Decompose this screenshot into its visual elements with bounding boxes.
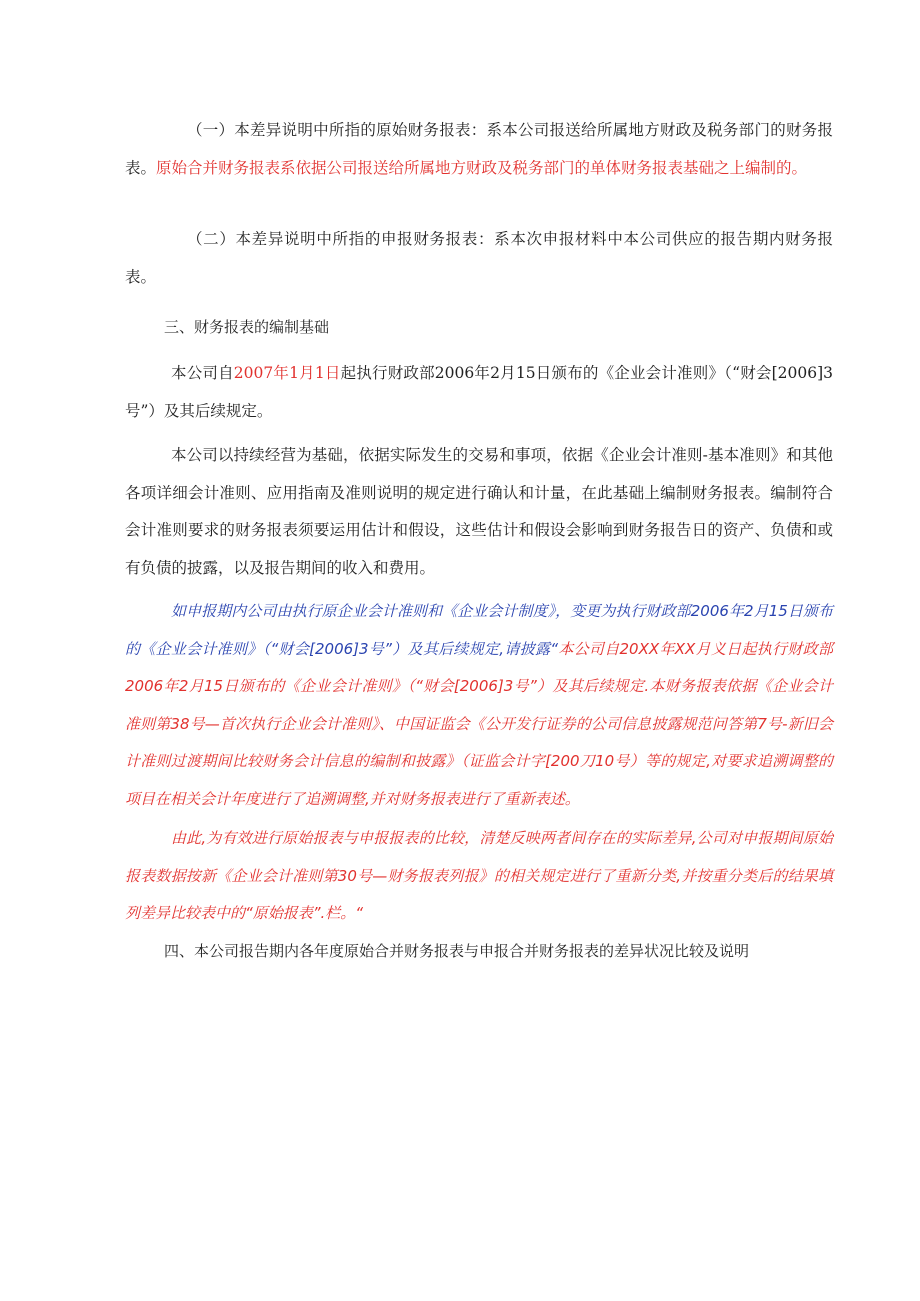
disclosure-template-text: 本公司自20XX年XX月义日起执行财政部2006年2月15日颁布的《企业会计准则》（“财会[2006]3号”）及其后续规定.本财务报表依据《企业会计准则第38号—首次执行企业会计准则》、中国证监会《公开发行证券的公司信息披露规范问答第7号-新旧会计准则过渡期间比较财务会计信息的编制和披露》（证监会计字[200刀10号）等的规定,对要求追溯调整的项目在相关会计年度进行了追溯调整,并对财务报表进行了重新表述。 [125,639,833,808]
standards-suffix: 起执行财政部2006年2月15日颁布的《企业会计准则》（“财会[2006]3号”）及其后续规定。 [125,364,833,420]
standards-start-date: 2007年1月1日 [233,364,341,382]
section-four-heading: 四、本公司报告期内各年度原始合并财务报表与申报合并财务报表的差异状况比较及说明 [164,942,750,960]
paragraph-declared-statements: （二）本差异说明中所指的申报财务报表：系本次申报材料中本公司供应的报告期内财务报表。 [125,230,833,286]
paragraph-accounting-standards [125,355,833,430]
original-consolidated-note: 原始合并财务报表系依据公司报送给所属地方财政及税务部门的单体财务报表基础之上编制的。 [156,158,808,177]
paragraph-disclosure-note [125,593,833,818]
section-three-heading: 三、财务报表的编制基础 [164,318,330,336]
standards-prefix: 本公司自 [171,364,234,382]
disclosure-instruction: 如申报期内公司由执行原企业会计准则和《企业会计制度》，变更为执行财政部2006年2月15日颁布的《企业会计准则》（“财会[2006]3号”）及其后续规定,请披露“ [125,602,833,658]
paragraph-reclassification-note: 由此,为有效进行原始报表与申报报表的比较，清楚反映两者间存在的实际差异,公司对申报期间原始报表数据按新《企业会计准则第30号—财务报表列报》的相关规定进行了重新分类,并按重分类后的结果填列差异比较表中的“原始报表”.栏。“ [125,829,833,922]
paragraph-going-concern: 本公司以持续经营为基础，依据实际发生的交易和事项，依据《企业会计准则-基本准则》和其他各项详细会计准则、应用指南及准则说明的规定进行确认和计量，在此基础上编制财务报表。编制符合会计准则要求的财务报表须要运用估计和假设，这些估计和假设会影响到财务报告日的资产、负债和或有负债的披露，以及报告期间的收入和费用。 [125,446,833,577]
original-statements-definition: （一）本差异说明中所指的原始财务报表：系本公司报送给所属地方财政及税务部门的财务报表。 [125,121,833,177]
paragraph-original-statements [125,112,833,187]
